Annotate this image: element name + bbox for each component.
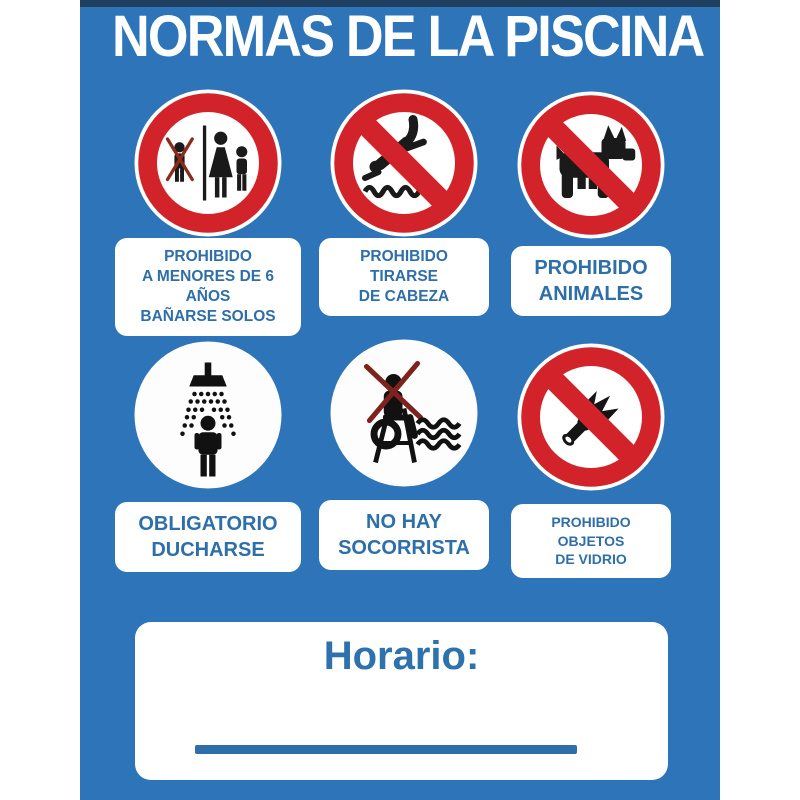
pool-rules-sign (80, 0, 720, 800)
rule-label-line: BAÑARSE SOLOS (140, 308, 276, 325)
no-animals-icon (498, 90, 684, 240)
rule-label-line: OBLIGATORIO (138, 513, 278, 535)
rule-label (115, 502, 301, 572)
rule-label-line: PROHIBIDO (360, 248, 448, 265)
rule-label-line: OBJETOS (557, 532, 625, 549)
sign-title: NORMAS DE LA PISCINA (112, 4, 704, 69)
rule-mandatory-shower (115, 340, 301, 572)
rule-label (115, 238, 301, 336)
rule-label-line: A MENORES DE 6 AÑOS (141, 268, 275, 305)
rule-no-diving (311, 88, 497, 316)
schedule-blank-line (195, 745, 577, 754)
rule-no-glass (498, 342, 684, 578)
rule-no-lifeguard (311, 338, 497, 570)
rule-label-line: SOCORRISTA (338, 537, 470, 559)
rule-label (511, 246, 671, 316)
rule-no-animals (498, 90, 684, 316)
rule-label (319, 500, 489, 570)
rule-no-children-alone (115, 88, 301, 336)
mandatory-shower-icon (115, 340, 301, 490)
rule-label-line: PROHIBIDO (534, 257, 648, 279)
no-glass-objects-icon (498, 342, 684, 492)
rule-label-line: DE CABEZA (358, 288, 450, 305)
rule-label (319, 238, 489, 316)
rule-label-line: PROHIBIDO (551, 514, 631, 530)
no-diving-head-first-icon (311, 88, 497, 238)
rule-label (511, 504, 671, 578)
rule-label-line: DUCHARSE (151, 539, 265, 561)
rule-label-line: DE VIDRIO (555, 551, 627, 567)
rule-label-line: NO HAY (366, 511, 442, 533)
no-lifeguard-icon (311, 338, 497, 488)
rule-label-line: PROHIBIDO (164, 248, 252, 265)
no-children-under-6-alone-icon (115, 88, 301, 238)
schedule-box (135, 622, 668, 780)
rule-label-line: ANIMALES (538, 283, 644, 305)
schedule-title: Horario: (323, 634, 480, 678)
rule-label-line: TIRARSE (369, 268, 439, 285)
